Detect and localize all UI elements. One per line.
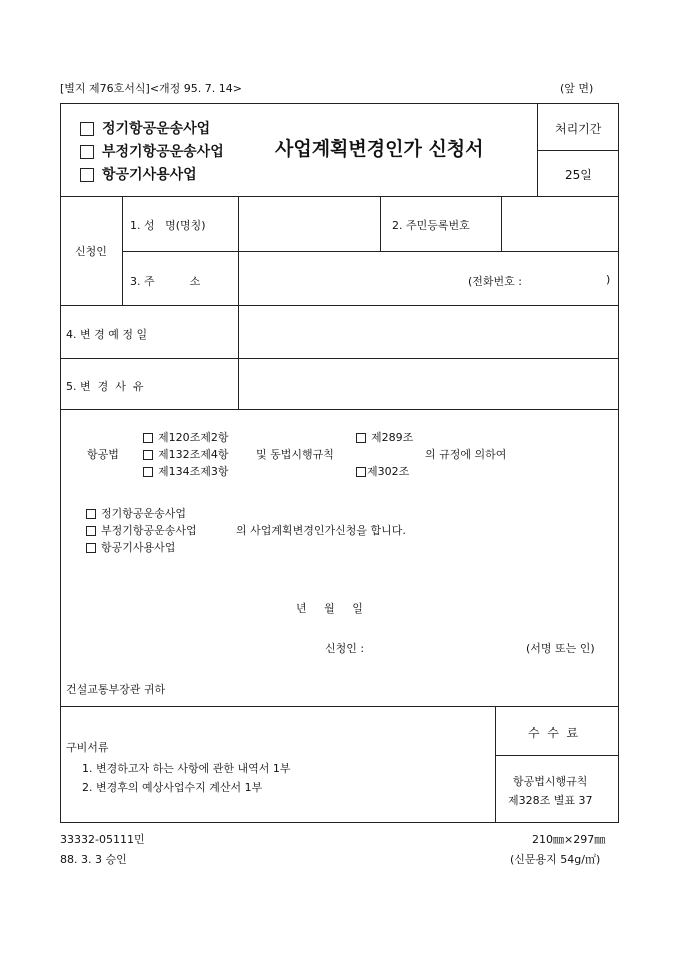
request-business-list [86,505,197,556]
checkbox[interactable] [80,145,94,159]
divider [60,196,619,197]
divider [60,358,619,359]
address-field[interactable] [240,255,460,301]
change-reason-field[interactable] [240,362,616,406]
divider [380,196,381,251]
change-date-label: 4. 변 경 예 정 일 [66,328,148,341]
divider [60,409,619,410]
business-type-list [80,118,224,187]
phone-label: (전화번호 : [468,275,522,288]
checkbox[interactable] [143,467,153,477]
checkbox[interactable] [86,509,96,519]
page-side: (앞 면) [560,82,594,95]
fee-label: 수 수 료 [528,726,579,740]
change-date-field[interactable] [240,309,616,355]
divider [238,196,239,409]
divider [122,251,619,252]
seal-note: (서명 또는 인) [526,642,595,655]
checkbox[interactable] [80,168,94,182]
business-type-item: 정기항공운송사업 [80,118,224,141]
checkbox[interactable] [80,122,94,136]
address-label: 3. 주 소 [130,275,201,288]
connector-text: 및 동법시행규칙 [256,448,334,461]
divider [60,305,619,306]
checkbox[interactable] [356,467,366,477]
rule-article-item: 제289조 [356,429,413,445]
registration-number-field[interactable] [503,200,617,248]
required-doc-item: 2. 변경후의 예상사업수지 계산서 1부 [82,781,263,794]
registration-number-label: 2. 주민등록번호 [392,219,470,232]
processing-period-label: 처리기간 [555,122,602,136]
act-label: 항공법 [87,448,119,461]
form-code: 33332-05111민 [60,833,145,846]
request-business-item: 항공기사용사업 [86,539,197,556]
divider [495,755,619,756]
form-number: [별지 제76호서식]<개정 95. 7. 14> [60,82,242,95]
article-item: 제120조제2항 [143,429,229,446]
fee-article: 제328조 별표 37 [508,794,593,807]
checkbox[interactable] [356,433,366,443]
checkbox[interactable] [143,433,153,443]
phone-close: ) [606,273,611,286]
processing-period-value: 25일 [565,168,592,182]
required-doc-item: 1. 변경하고자 하는 사항에 관한 내역서 1부 [82,762,291,775]
request-business-item: 정기항공운송사업 [86,505,197,522]
checkbox[interactable] [143,450,153,460]
business-type-item: 항공기사용사업 [80,164,224,187]
sign-date: 년 월 일 [296,602,363,615]
divider [60,706,619,707]
rule-article-item: 제302조 [356,463,409,479]
applicant-label: 신청인 [75,245,107,258]
checkbox[interactable] [86,526,96,536]
checkbox[interactable] [86,543,96,553]
required-docs-label: 구비서류 [66,741,109,754]
request-business-item: 부정기항공운송사업 [86,522,197,539]
paper-type: (신문용지 54g/㎡) [510,853,601,866]
article-item: 제134조제3항 [143,463,229,480]
article-item: 제132조제4항 [143,446,229,463]
name-field[interactable] [240,200,378,248]
article-list [143,429,229,480]
fee-rule: 항공법시행규칙 [513,775,588,788]
applicant-sign-label: 신청인 : [325,642,365,655]
paper-size: 210㎜×297㎜ [532,833,606,846]
name-label: 1. 성 명(명칭) [130,219,206,232]
request-text: 의 사업계획변경인가신청을 합니다. [236,524,406,537]
change-reason-label: 5. 변 경 사 유 [66,380,144,393]
approval-date: 88. 3. 3 승인 [60,853,127,866]
divider [537,150,619,151]
regulation-suffix: 의 규정에 의하여 [425,448,507,461]
divider [501,196,502,251]
recipient: 건설교통부장관 귀하 [66,683,166,696]
divider [495,706,496,823]
business-type-item: 부정기항공운송사업 [80,141,224,164]
form-title: 사업계획변경인가 신청서 [275,138,484,160]
